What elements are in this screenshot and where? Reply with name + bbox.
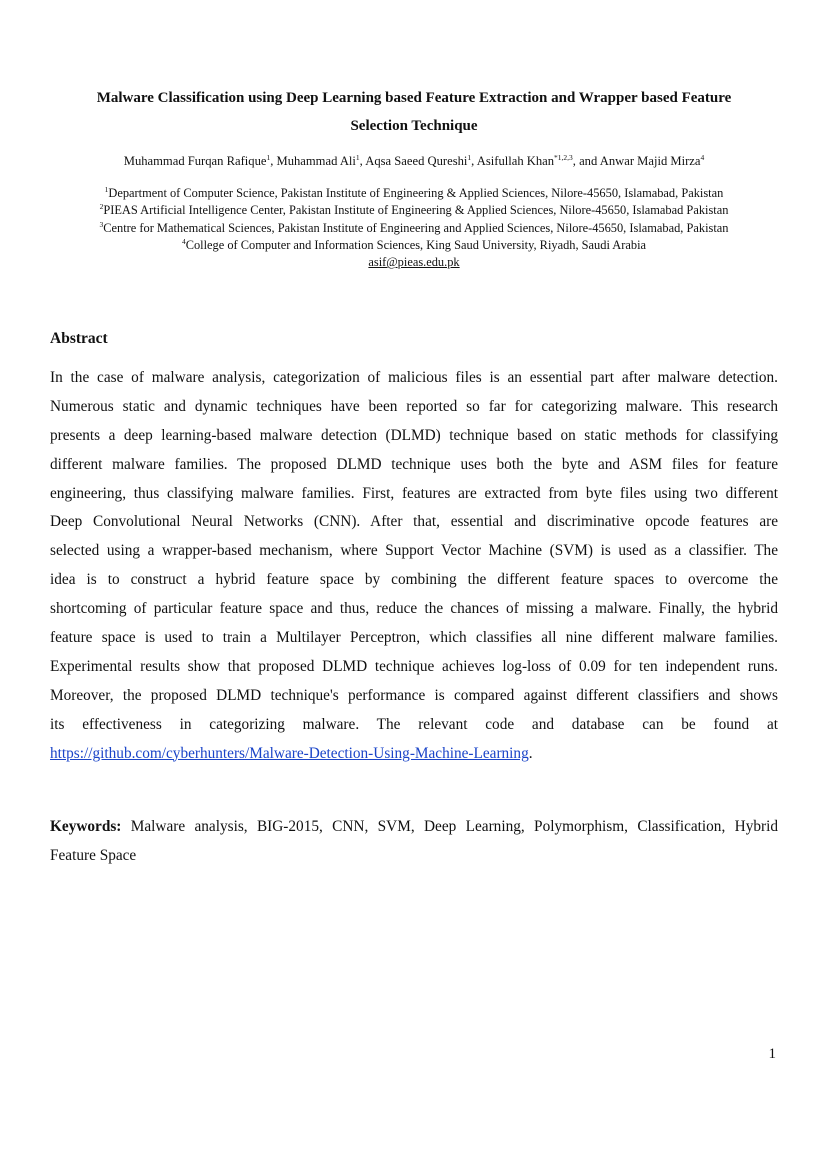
abstract-line: Moreover, the proposed DLMD technique's performance is compared against different classifiers and shows [50,686,778,704]
author-name: Anwar Majid Mirza [599,154,701,168]
keywords-label: Keywords: [50,818,122,835]
abstract-line: shortcoming of particular feature space and thus, reduce the chances of missing a malware. Finally, the hybrid [50,600,778,618]
abstract-body [50,364,778,768]
abstract-line: Deep Convolutional Neural Networks (CNN). After that, essential and discriminative opcode features are [50,513,778,531]
abstract-line: feature space is used to train a Multilayer Perceptron, which classifies all nine different malware families. [50,629,778,647]
abstract-line: idea is to construct a hybrid feature space by combining the different feature spaces to overcome the [50,571,778,589]
author-conjunction: and [579,154,598,168]
abstract-line: its effectiveness in categorizing malware. The relevant code and database can be found at [50,715,778,733]
abstract-line: presents a deep learning-based malware detection (DLMD) technique based on static methods for classifying [50,426,778,444]
link-suffix: . [528,744,533,762]
author-name: Muhammad Furqan Rafique [123,154,267,168]
keywords-text: Malware analysis, BIG-2015, CNN, SVM, Deep Learning, Polymorphism, Classification, Hybrid [121,818,778,835]
affiliation-mark: 3 [99,219,104,229]
github-repository-link[interactable]: https://github.com/cyberhunters/Malware-Detection-Using-Machine-Learning [50,744,529,762]
author-name: Asifullah Khan [476,154,555,168]
paper-title [40,84,788,140]
author-name: Aqsa Saeed Qureshi [365,154,468,168]
affiliation-item [20,237,808,254]
author-affiliation-mark: 1 [467,153,472,162]
author-affiliation-mark: *1,2,3 [554,153,573,162]
abstract-line: In the case of malware analysis, categorization of malicious files is an essential part after malware detection. [50,369,778,386]
affiliation-list [20,185,808,271]
affiliation-text: PIEAS Artificial Intelligence Center, Pakistan Institute of Engineering & Applied Sciences, Nilore-45650, Islamabad Pakistan [103,203,729,218]
author-list: Muhammad Furqan Rafique$^1$, Muhammad Ali$^1$, Aqsa Saeed Qureshi$^1$, Asifullah Khan$^{*1,2,3}$, and Anwar Majid Mirza$^4$ [123,153,705,168]
affiliation-text: Department of Computer Science, Pakistan Institute of Engineering & Applied Sciences, Nilore-45650, Islamabad, Pakistan [108,186,724,200]
abstract-link-line [50,740,778,769]
title-line-1: Malware Classification using Deep Learning based Feature Extraction and Wrapper based Feature [96,90,732,106]
author-affiliation-mark: 1 [266,153,271,162]
affiliation-mark: 2 [99,202,104,212]
affiliation-item [20,202,808,219]
affiliation-mark: 1 [104,185,109,194]
affiliation-item [20,185,808,202]
keywords-section [50,813,778,871]
affiliation-text: College of Computer and Information Sciences, King Saud University, Riyadh, Saudi Arabia [185,237,647,252]
abstract-line: engineering, thus classifying malware families. First, features are extracted from byte files using two different [50,484,778,502]
author-affiliation-mark: 4 [700,153,705,162]
abstract-line: Experimental results show that proposed DLMD technique achieves log-loss of 0.09 for ten independent runs. [50,657,778,675]
author-affiliation-mark: 1 [355,153,360,162]
abstract-heading: Abstract [50,330,108,347]
title-line-2: Selection Technique [350,118,478,134]
abstract-line: different malware families. The proposed DLMD technique uses both the byte and ASM files for feature [50,455,778,473]
keywords-line-2: Feature Space [50,846,137,864]
page-number: 1 [768,1046,776,1062]
affiliation-item [20,220,808,237]
abstract-line: selected using a wrapper-based mechanism, where Support Vector Machine (SVM) is used as a classifier. The [50,542,778,560]
affiliation-text: Centre for Mathematical Sciences, Pakistan Institute of Engineering and Applied Sciences, Nilore-45650, Islamabad, Pakistan [103,220,729,235]
corresponding-email-link[interactable]: asif@pieas.edu.pk [368,255,460,270]
abstract-line: Numerous static and dynamic techniques have been reported so far for categorizing malware. This research [50,397,778,415]
keywords-line [50,813,778,842]
author-name: Muhammad Ali [276,154,356,168]
affiliation-mark: 4 [181,236,186,246]
